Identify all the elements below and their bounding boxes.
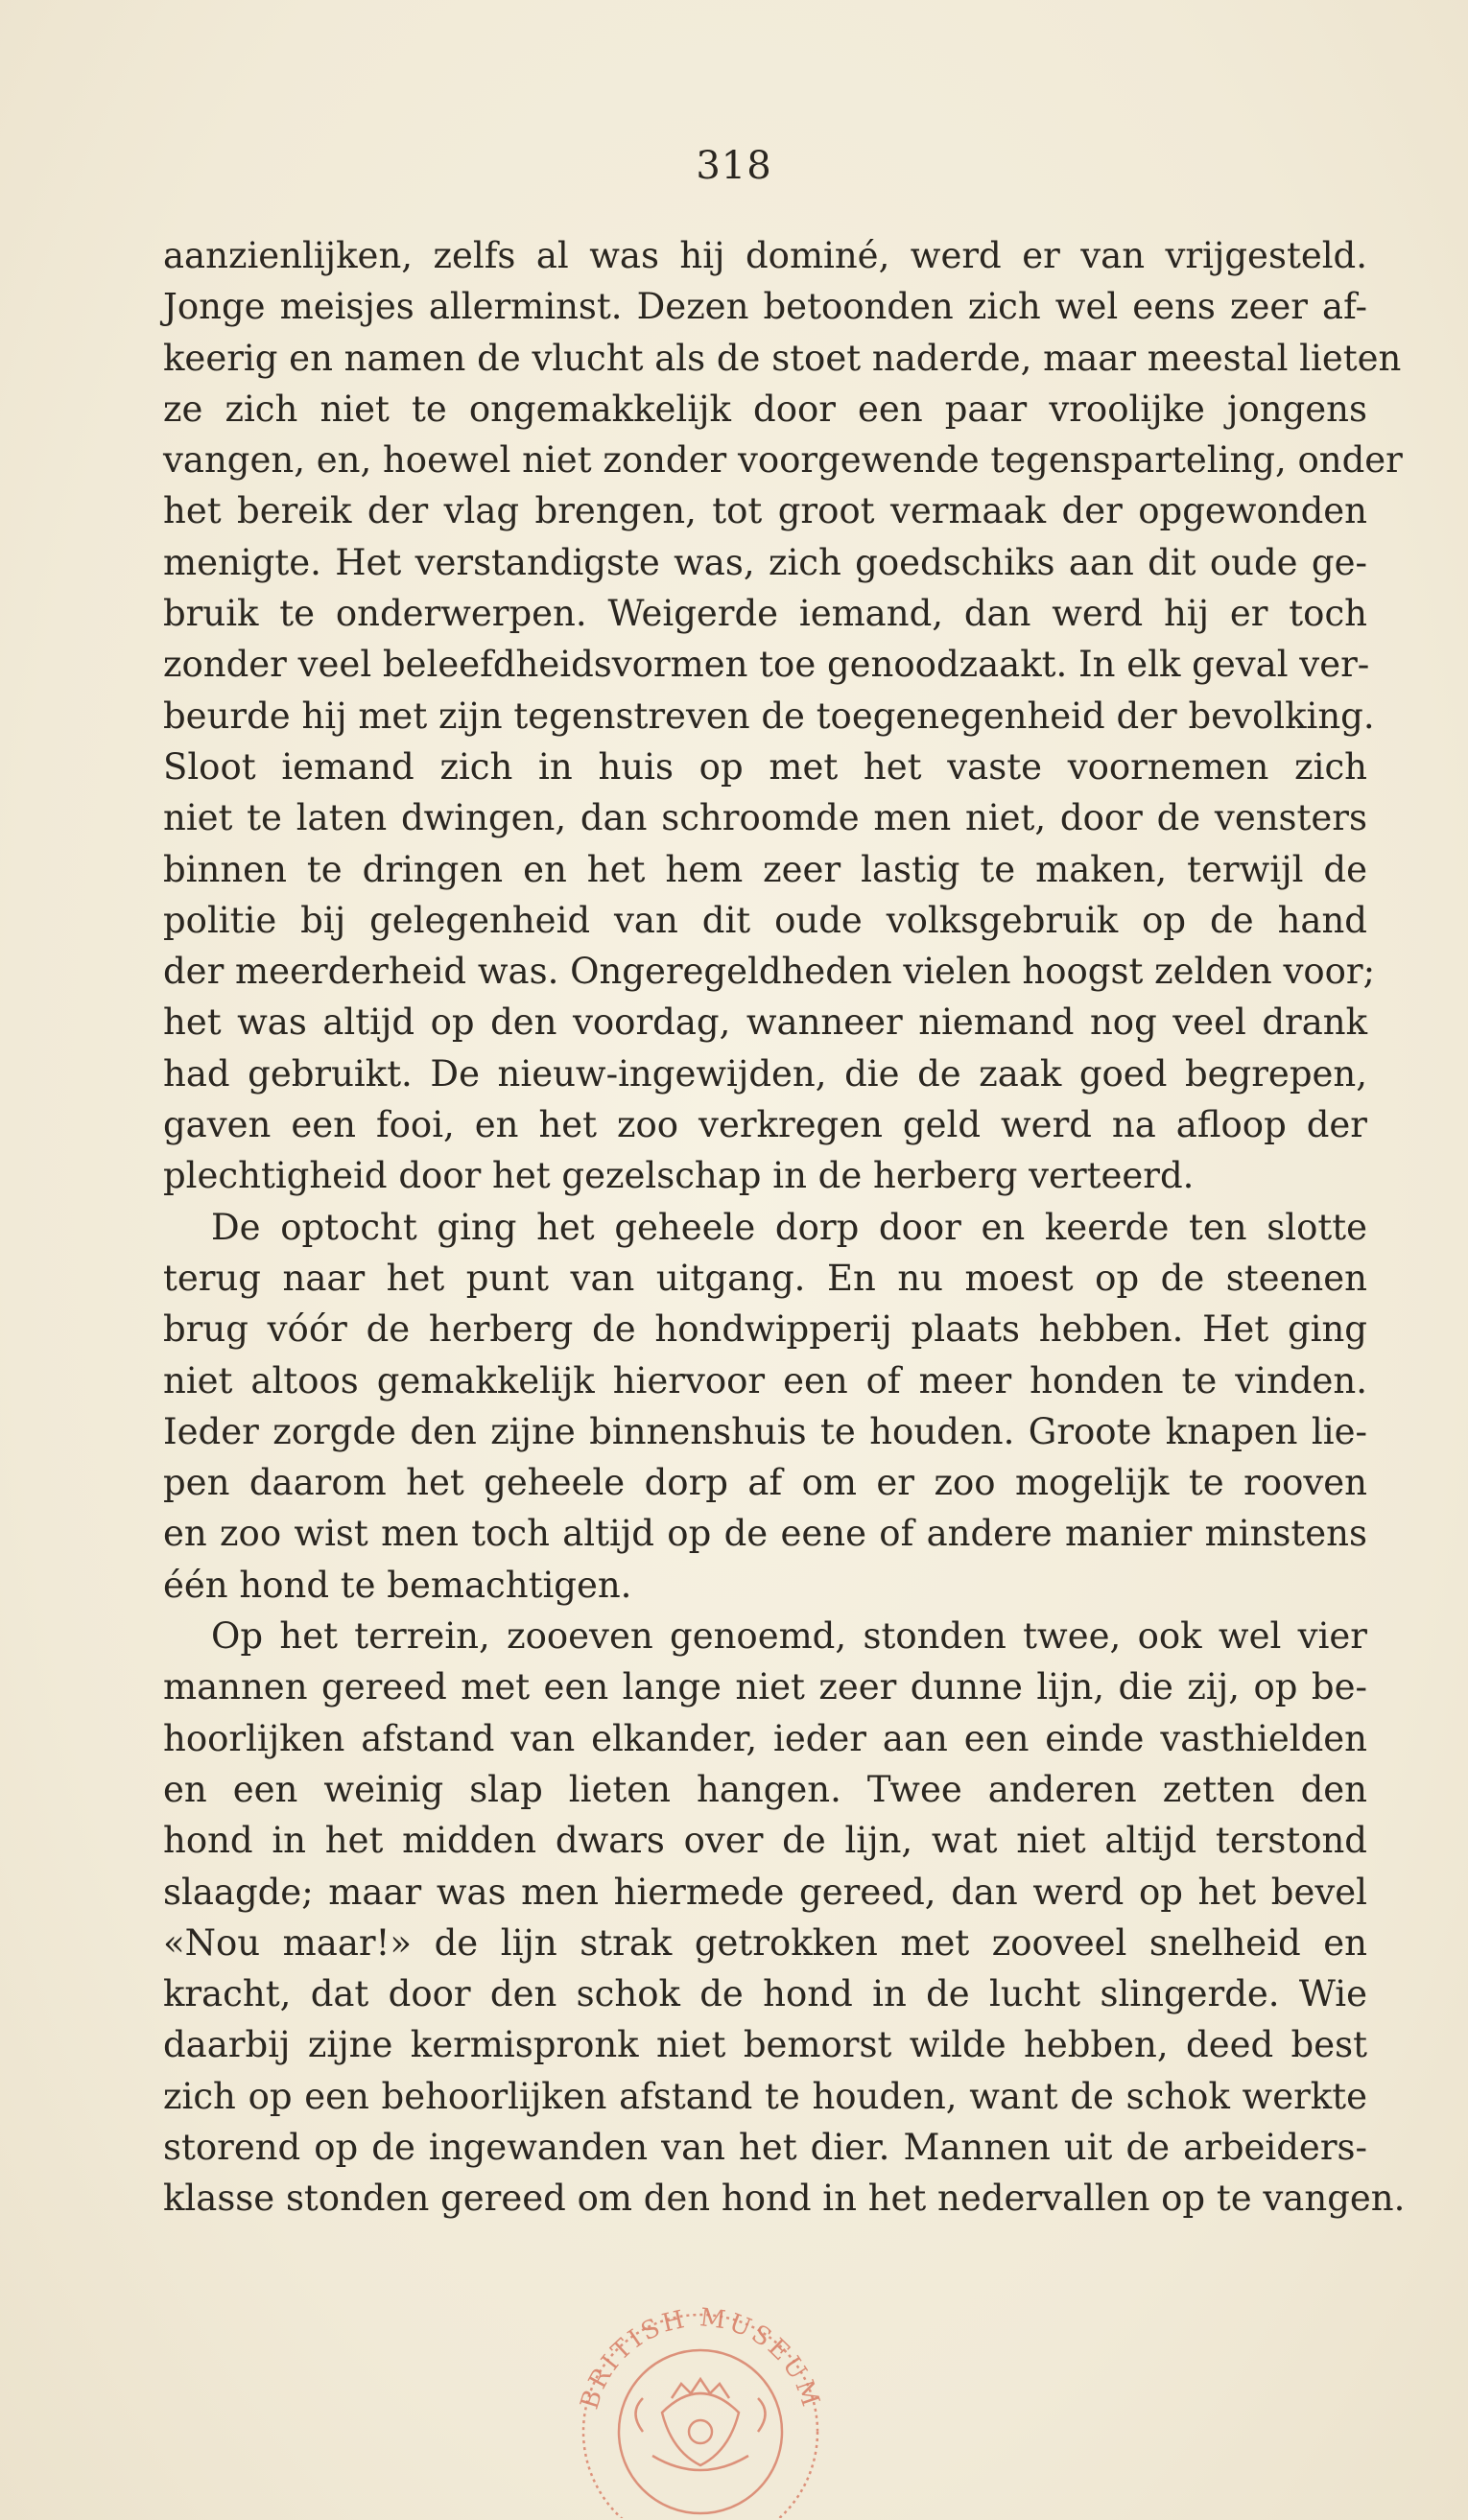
- body-text: [163, 230, 1406, 2225]
- svg-text:BRITISH MUSEUM: [576, 2303, 826, 2413]
- text-line: keerig en namen de vlucht als de stoet naderde, maar meestal lieten: [163, 337, 1402, 379]
- page-number: 318: [696, 144, 772, 188]
- text-line: het was altijd op den voordag, wanneer niemand nog veel drank: [163, 1001, 1367, 1044]
- text-line: brug vóór de herberg de hondwipperij plaats hebben. Het ging: [163, 1308, 1367, 1351]
- text-line: en een weinig slap lieten hangen. Twee anderen zetten den: [163, 1768, 1367, 1810]
- text-line: der meerderheid was. Ongeregeldheden vielen hoogst zelden voor;: [163, 951, 1376, 993]
- text-line: kracht, dat door den schok de hond in de lucht slingerde. Wie: [163, 1973, 1367, 2015]
- text-line: menigte. Het verstandigste was, zich goedschiks aan dit oude ge-: [163, 541, 1367, 583]
- text-line: niet altoos gemakkelijk hiervoor een of meer honden te vinden.: [163, 1359, 1367, 1401]
- text-line: Sloot iemand zich in huis op met het vaste voornemen zich: [163, 745, 1367, 788]
- text-line: binnen te dringen en het hem zeer lastig te maken, terwijl de: [163, 848, 1367, 890]
- text-line: Jonge meisjes allerminst. Dezen betoonden zich wel eens zeer af-: [163, 286, 1367, 328]
- text-line: beurde hij met zijn tegenstreven de toegenegenheid der bevolking.: [163, 695, 1375, 737]
- text-line: had gebruikt. De nieuw-ingewijden, die de zaak goed begrepen,: [163, 1052, 1367, 1095]
- text-line: storend op de ingewanden van het dier. Mannen uit de arbeiders-: [163, 2126, 1367, 2168]
- text-line: aanzienlijken, zelfs al was hij dominé, werd er van vrijgesteld.: [163, 235, 1367, 276]
- text-line: hond in het midden dwars over de lijn, wat niet altijd terstond: [163, 1820, 1367, 1862]
- text-line: zonder veel beleefdheidsvormen toe genoodzaakt. In elk geval ver-: [163, 644, 1370, 686]
- text-line: Ieder zorgde den zijne binnenshuis te houden. Groote knapen lie-: [163, 1410, 1367, 1452]
- text-line: terug naar het punt van uitgang. En nu moest op de steenen: [163, 1257, 1367, 1299]
- text-line: Op het terrein, zooeven genoemd, stonden twee, ook wel vier: [211, 1615, 1367, 1658]
- text-line: vangen, en, hoewel niet zonder voorgewende tegensparteling, onder: [163, 439, 1403, 482]
- text-line: gaven een fooi, en het zoo verkregen geld werd na afloop der: [163, 1104, 1367, 1146]
- text-line: bruik te onderwerpen. Weigerde iemand, dan werd hij er toch: [163, 593, 1367, 635]
- text-line: niet te laten dwingen, dan schroomde men niet, door de vensters: [163, 797, 1367, 839]
- text-line: en zoo wist men toch altijd op de eene of andere manier minstens: [163, 1513, 1367, 1555]
- text-line: klasse stonden gereed om den hond in het nedervallen op te vangen.: [163, 2178, 1406, 2220]
- stamp-text: BRITISH MUSEUM: [575, 2303, 826, 2414]
- text-line: het bereik der vlag brengen, tot groot vermaak der opgewonden: [163, 490, 1367, 532]
- text-line: zich op een behoorlijken afstand te houden, want de schok werkte: [163, 2075, 1367, 2117]
- text-line: plechtigheid door het gezelschap in de herberg verteerd.: [163, 1155, 1195, 1197]
- text-line: daarbij zijne kermispronk niet bemorst wilde hebben, deed best: [163, 2024, 1367, 2066]
- text-line: slaagde; maar was men hiermede gereed, dan werd op het bevel: [163, 1871, 1367, 1913]
- text-line: «Nou maar!» de lijn strak getrokken met zooveel snelheid en: [163, 1921, 1367, 1964]
- text-line: één hond te bemachtigen.: [163, 1564, 632, 1606]
- library-stamp: [556, 2288, 844, 2518]
- text-line: mannen gereed met een lange niet zeer dunne lijn, die zij, op be-: [163, 1666, 1367, 1708]
- text-line: politie bij gelegenheid van dit oude volksgebruik op de hand: [163, 899, 1367, 941]
- text-line: pen daarom het geheele dorp af om er zoo mogelijk te rooven: [163, 1462, 1367, 1504]
- text-line: De optocht ging het geheele dorp door en keerde ten slotte: [211, 1206, 1367, 1248]
- text-line: hoorlijken afstand van elkander, ieder aan een einde vasthielden: [163, 1717, 1367, 1759]
- text-line: ze zich niet te ongemakkelijk door een paar vroolijke jongens: [163, 388, 1367, 430]
